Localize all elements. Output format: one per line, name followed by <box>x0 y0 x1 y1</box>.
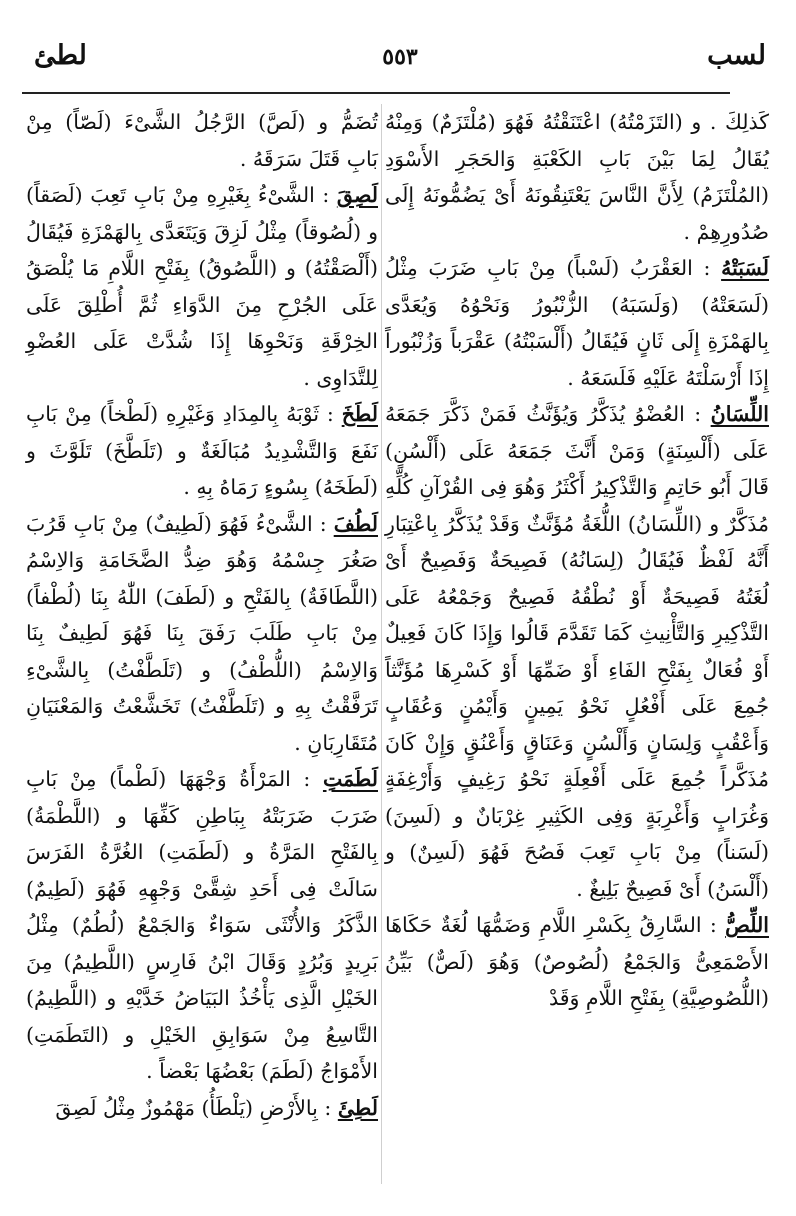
entry-latakha <box>26 396 378 506</box>
entry-text: : الشَّىْءُ بِغَيْرِهِ مِنْ بَابِ تَعِبَ (لَصَقاً) و (لُصُوقاً) مِثْلُ لَزِقَ وَيَتَعَدَّى بِالهَمْزَةِ فَيُقَالُ (أَلْصَقْتُهُ) و (اللَّصُوقُ) بِفَتْحِ اللَّامِ مَا يُلْصَقُ عَلَى الجُرْحِ مِنَ الدَّوَاءِ ثُمَّ أُطْلِقَ عَلَى الخِرْقَةِ وَنَحْوِهَا إِذَا شُدَّتْ عَلَى العُضْوِ لِلتَّدَاوِى . <box>26 183 378 390</box>
entry-headword: اللِّصُّ <box>725 913 769 937</box>
page-number: ٥٥٣ <box>382 44 418 70</box>
entry-continuation <box>26 104 378 177</box>
entry-latamat <box>26 761 378 1090</box>
entry-lattufa <box>26 506 378 762</box>
entry-headword: لَسَبَتْهُ <box>721 256 769 280</box>
entry-lasabathu <box>385 250 769 396</box>
entry-al-liss <box>385 907 769 1017</box>
running-head-last-word: لطئ <box>34 40 87 71</box>
entry-headword: لَطَمَتِ <box>322 767 378 791</box>
left-column <box>26 104 378 1126</box>
entry-text: : المَرْأَةُ وَجْهَهَا (لَطْماً) مِنْ بَابِ ضَرَبَ ضَرَبَتْهُ بِبَاطِنِ كَفِّهَا و (اللَّطْمَةُ) بِالفَتْحِ المَرَّةُ و (لَطَمَتِ) الغُرَّةُ الفَرَسَ سَالَتْ فِى أَحَدِ شِقَّىْ وَجْهِهِ فَهُوَ (لَطِيمٌ) الذَّكَرُ وَالأُنْثَى سَوَاءٌ وَالجَمْعُ (لُطُمٌ) مِثْلُ بَرِيدٍ وَبُرُدٍ وَقَالَ ابْنُ فَارِسٍ (اللَّطِيمُ) مِنَ الخَيْلِ الَّذِى يَأْخُذُ البَيَاضُ خَدَّيْهِ و (اللَّطِيمُ) التَّاسِعُ مِنْ سَوَابِقِ الخَيْلِ و (التَطَمَتِ) الأَمْوَاجُ (لَطَمَ) بَعْضُهَا بَعْضاً . <box>26 767 378 1083</box>
entry-text: : العُضْوُ يُذَكَّرُ وَيُؤَنَّثُ فَمَنْ ذَكَّرَ جَمَعَهُ عَلَى (أَلْسِنَةٍ) وَمَنْ أَنَّثَ جَمَعَهُ عَلَى (أَلْسُنٍ) قَالَ أَبُو حَاتِمٍ وَالتَّذْكِيرُ أَكْثَرُ وَهُوَ فِى القُرْآنِ كُلِّهِ مُذَكَّرٌ و (اللِّسَانُ) اللُّغَةُ مُؤَنَّثٌ وَقَدْ يُذَكَّرُ بِاعْتِبَارِ أَنَّهُ لَفْظٌ فَيُقَالُ (لِسَانُهُ) فَصِيحَةٌ وَفَصِيحٌ أَىْ لُغَتُهُ فَصِيحَةٌ أَوْ نُطْقُهُ فَصِيحٌ وَجَمْعُهُ عَلَى التَّذْكِيرِ وَالتَّأْنِيثِ كَمَا تَقَدَّمَ قَالُوا وَإِذَا كَانَ فَعِيلٌ أَوْ فُعَالٌ بِفَتْحِ الفَاءِ أَوْ ضَمِّهَا أَوْ كَسْرِهَا مُؤَنَّثاً جُمِعَ عَلَى أَفْعُلٍ نَحْوُ يَمِينٍ وَأَيْمُنٍ وَعُقَابٍ وَأَعْقُبٍ وَلِسَانٍ وَأَلْسُنٍ وَعَنَاقٍ وَأَعْنُقٍ وَإِنْ كَانَ مُذَكَّراً جُمِعَ عَلَى أَفْعِلَةٍ نَحْوُ رَغِيفٍ وَأَرْغِفَةٍ وَغُرَابٍ وَأَغْرِبَةٍ وَفِى الكَثِيرِ غِرْبَانٌ و (لَسِنَ) (لَسَناً) مِنْ بَابِ تَعِبَ فَصُحَ فَهُوَ (لَسِنٌ) و (أَلْسَنُ) أَىْ فَصِيحٌ بَلِيغٌ . <box>385 402 769 901</box>
header-rule <box>22 92 730 94</box>
running-head-first-word: لسب <box>707 40 766 71</box>
entry-headword: لَطَخَ <box>341 402 378 426</box>
entry-lasiqa <box>26 177 378 396</box>
entry-al-lisan <box>385 396 769 907</box>
entry-text: : بِالأَرْضِ (يَلْطَأُ) مَهْمُوزٌ مِثْلُ لَصِقَ <box>55 1095 332 1120</box>
entry-lati-a <box>26 1090 378 1127</box>
entry-text: : الشَّىْءُ فَهُوَ (لَطِيفٌ) مِنْ بَابِ قَرُبَ صَغُرَ جِسْمُهُ وَهُوَ ضِدُّ الضَّخَامَةِ وَالاِسْمُ (اللَّطَافَةُ) بِالفَتْحِ و (لَطَفَ) اللّٰهُ بِنَا (لُطْفاً) مِنْ بَابِ طَلَبَ رَفَقَ بِنَا فَهُوَ لَطِيفٌ بِنَا وَالاِسْمُ (اللُّطْفُ) و (تَلَطَّفْتُ) بِالشَّىْءِ تَرَفَّقْتُ بِهِ و (تَلَطَّفْتُ) تَخَشَّعْتُ وَالمَعْنَيَانِ مُتَقَارِبَانِ . <box>26 511 378 755</box>
entry-text: : السَّارِقُ بِكَسْرِ اللَّامِ وَضَمُّهَا لُغَةٌ حَكَاهَا الأَصْمَعِىُّ وَالجَمْعُ (لُصُوصٌ) وَهُوَ (لَصٌّ) بَيِّنُ (اللُّصُوصِيَّةِ) بِفَتْحِ اللَّامِ وَقَدْ <box>385 913 769 1010</box>
entry-headword: لَطِئَ <box>337 1095 378 1120</box>
entry-text: : ثَوْبَهُ بِالمِدَادِ وَغَيْرِهِ (لَطْخاً) مِنْ بَابِ نَفَعَ وَالتَّشْدِيدُ مُبَالَغَةٌ و (تَلَطَّخَ) تَلَوَّثَ و (لَطَخَهُ) بِسُوءٍ رَمَاهُ بِهِ . <box>26 402 378 499</box>
entry-continuation <box>385 104 769 250</box>
page-header <box>30 30 770 90</box>
entry-text: تُضَمُّ و (لَصَّ) الرَّجُلُ الشَّىْءَ (لَصّاً) مِنْ بَابِ قَتَلَ سَرَقَهُ . <box>26 110 378 171</box>
entry-text: كَذلِكَ . و (التَزَمْتُهُ) اعْتَنَقْتُهُ فَهُوَ (مُلْتَزَمٌ) وَمِنْهُ يُقَالُ لِمَا بَيْنَ بَابِ الكَعْبَةِ وَالحَجَرِ الأَسْوَدِ (المُلْتَزَمُ) لِأَنَّ النَّاسَ يَعْتَنِقُونَهُ أَىْ يَضُمُّونَهُ إِلَى صُدُورِهِمْ . <box>385 110 769 244</box>
column-divider <box>381 104 382 1184</box>
entry-headword: اللِّسَانُ <box>710 402 769 426</box>
entry-headword: لَصِقَ <box>336 183 378 207</box>
entry-text: : العَقْرَبُ (لَسْباً) مِنْ بَابِ ضَرَبَ مِثْلُ (لَسَعَتْهُ) (وَلَسَبَهُ) الزُّنْبُورُ وَنَحْوُهُ وَيُعَدَّى بِالهَمْزَةِ إِلَى ثَانٍ فَيُقَالُ (أَلْسَبْتُهُ) عَقْرَباً وَزُنْبُوراً إِذَا أَرْسَلْتَهُ عَلَيْهِ فَلَسَعَهُ . <box>385 256 769 390</box>
right-column <box>385 104 769 1017</box>
entry-headword: لَطُفَ <box>333 511 378 536</box>
